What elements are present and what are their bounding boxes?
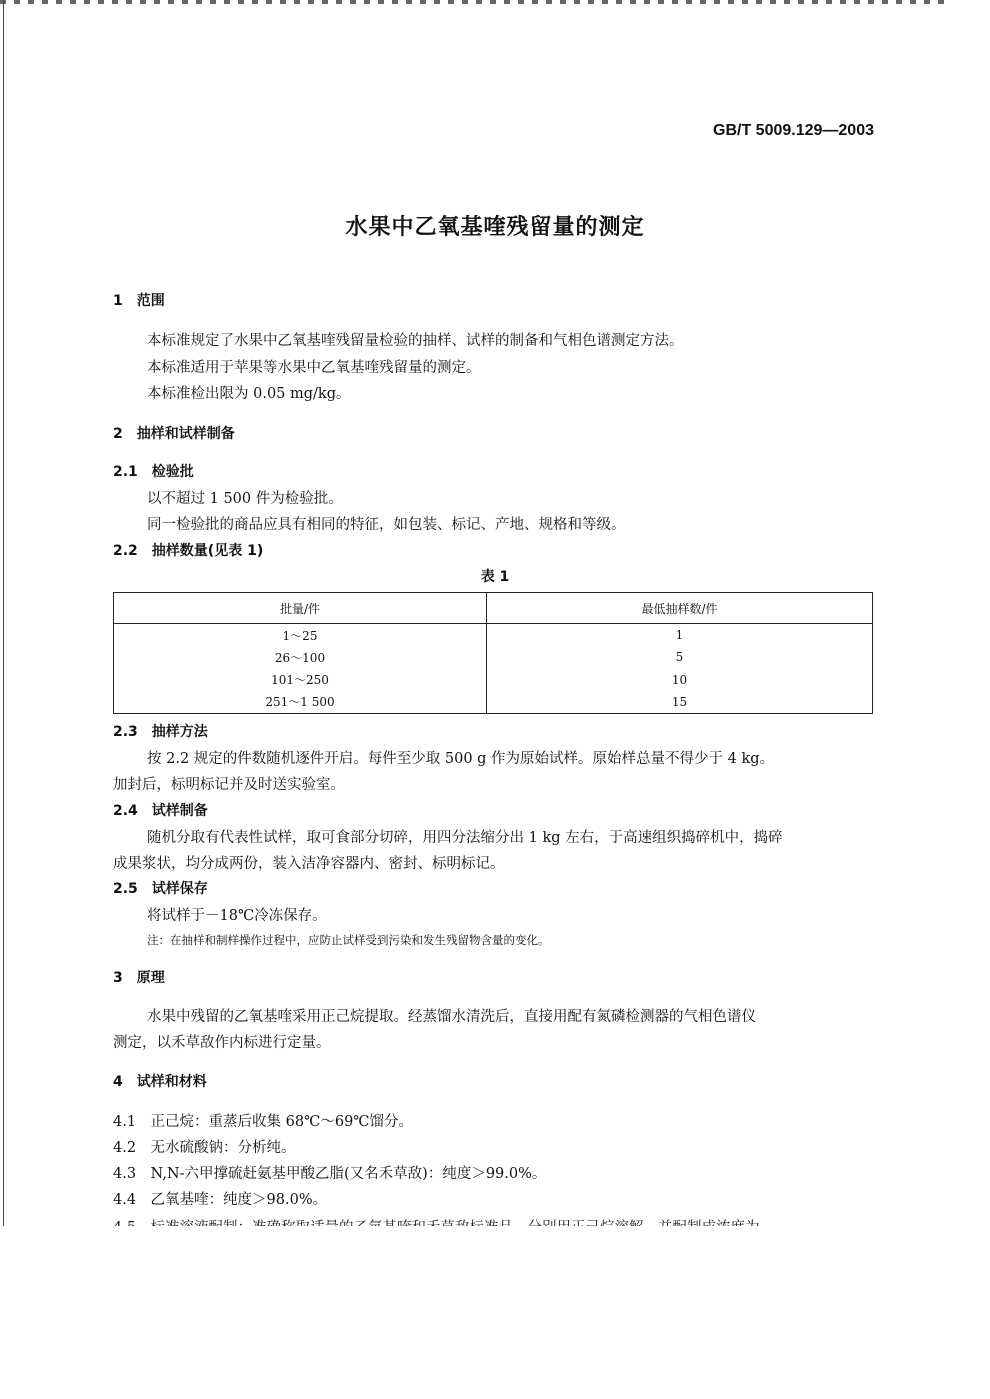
section-3-para-line-1: 水果中残留的乙氧基喹采用正己烷提取。经蒸馏水清洗后，直接用配有氮磷检测器的气相色谱仪 [147, 1009, 756, 1025]
table-row [114, 668, 873, 690]
section-3-heading: 3 原理 [113, 970, 165, 986]
list-item: 4.3 N,N-六甲撑硫赶氨基甲酸乙脂(又名禾草敌)：纯度＞99.0%。 [113, 1166, 547, 1182]
table-header-cell: 最低抽样数/件 [487, 593, 873, 624]
table-row [114, 646, 873, 668]
table-caption: 表 1 [480, 569, 510, 585]
section-2-1-heading: 2.1 检验批 [113, 464, 194, 480]
section-4-heading: 4 试样和材料 [113, 1074, 207, 1090]
section-2-1-para-2: 同一检验批的商品应具有相同的特征，如包装、标记、产地、规格和等级。 [147, 517, 626, 533]
section-1-heading: 1 范围 [113, 293, 165, 309]
scan-edge-left [3, 0, 4, 1228]
table-row [114, 691, 873, 714]
table-cell-samples: 10 [487, 668, 873, 690]
standard-number: GB/T 5009.129—2003 [713, 122, 874, 139]
list-item: 4.1 正己烷：重蒸后收集 68℃～69℃馏分。 [113, 1114, 414, 1130]
table-cell-samples: 5 [487, 646, 873, 668]
section-2-4-heading: 2.4 试样制备 [113, 803, 208, 819]
section-2-3-para-line-1: 按 2.2 规定的件数随机逐件开启。每件至少取 500 g 作为原始试样。原始样总量不得少于 4 kg。 [147, 751, 775, 767]
section-1-para-3: 本标准检出限为 0.05 mg/kg。 [147, 386, 351, 402]
page-title: 水果中乙氧基喹残留量的测定 [345, 215, 645, 240]
table-cell-batch: 101～250 [114, 668, 487, 690]
table-row [114, 624, 873, 647]
table-cell-batch: 251～1 500 [114, 691, 487, 714]
table-cell-batch: 1～25 [114, 624, 487, 647]
sampling-table [113, 592, 873, 714]
section-2-heading: 2 抽样和试样制备 [113, 426, 235, 442]
table-cell-samples: 15 [487, 691, 873, 714]
section-2-4-para-line-1: 随机分取有代表性试样，取可食部分切碎，用四分法缩分出 1 kg 左右，于高速组织捣碎机中，捣碎 [147, 830, 783, 846]
scan-edge-top [0, 0, 950, 4]
table-header-row [114, 593, 873, 624]
section-1-para-2: 本标准适用于苹果等水果中乙氧基喹残留量的测定。 [147, 360, 481, 376]
section-2-4-para-line-2: 成果浆状，均分成两份，装入洁净容器内、密封、标明标记。 [113, 856, 505, 872]
table-cell-batch: 26～100 [114, 646, 487, 668]
section-2-3-para-line-2: 加封后，标明标记并及时送实验室。 [113, 777, 345, 793]
section-2-5-para: 将试样于－18℃冷冻保存。 [147, 908, 327, 924]
section-1-para-1: 本标准规定了水果中乙氧基喹残留量检验的抽样、试样的制备和气相色谱测定方法。 [147, 333, 684, 349]
list-item: 4.2 无水硫酸钠：分析纯。 [113, 1140, 296, 1156]
section-2-5-note: 注：在抽样和制样操作过程中，应防止试样受到污染和发生残留物含量的变化。 [147, 933, 550, 947]
section-3-para-line-2: 测定，以禾草敌作内标进行定量。 [113, 1035, 331, 1051]
cut-off-text-line [113, 1212, 873, 1224]
section-2-2-heading: 2.2 抽样数量(见表 1) [113, 543, 264, 559]
table-header-cell: 批量/件 [114, 593, 487, 624]
section-2-5-heading: 2.5 试样保存 [113, 881, 208, 897]
table-cell-samples: 1 [487, 624, 873, 647]
section-2-1-para-1: 以不超过 1 500 件为检验批。 [147, 491, 343, 507]
blank-bottom-area [0, 1226, 950, 1399]
section-2-3-heading: 2.3 抽样方法 [113, 724, 208, 740]
list-item: 4.4 乙氧基喹：纯度＞98.0%。 [113, 1192, 328, 1208]
